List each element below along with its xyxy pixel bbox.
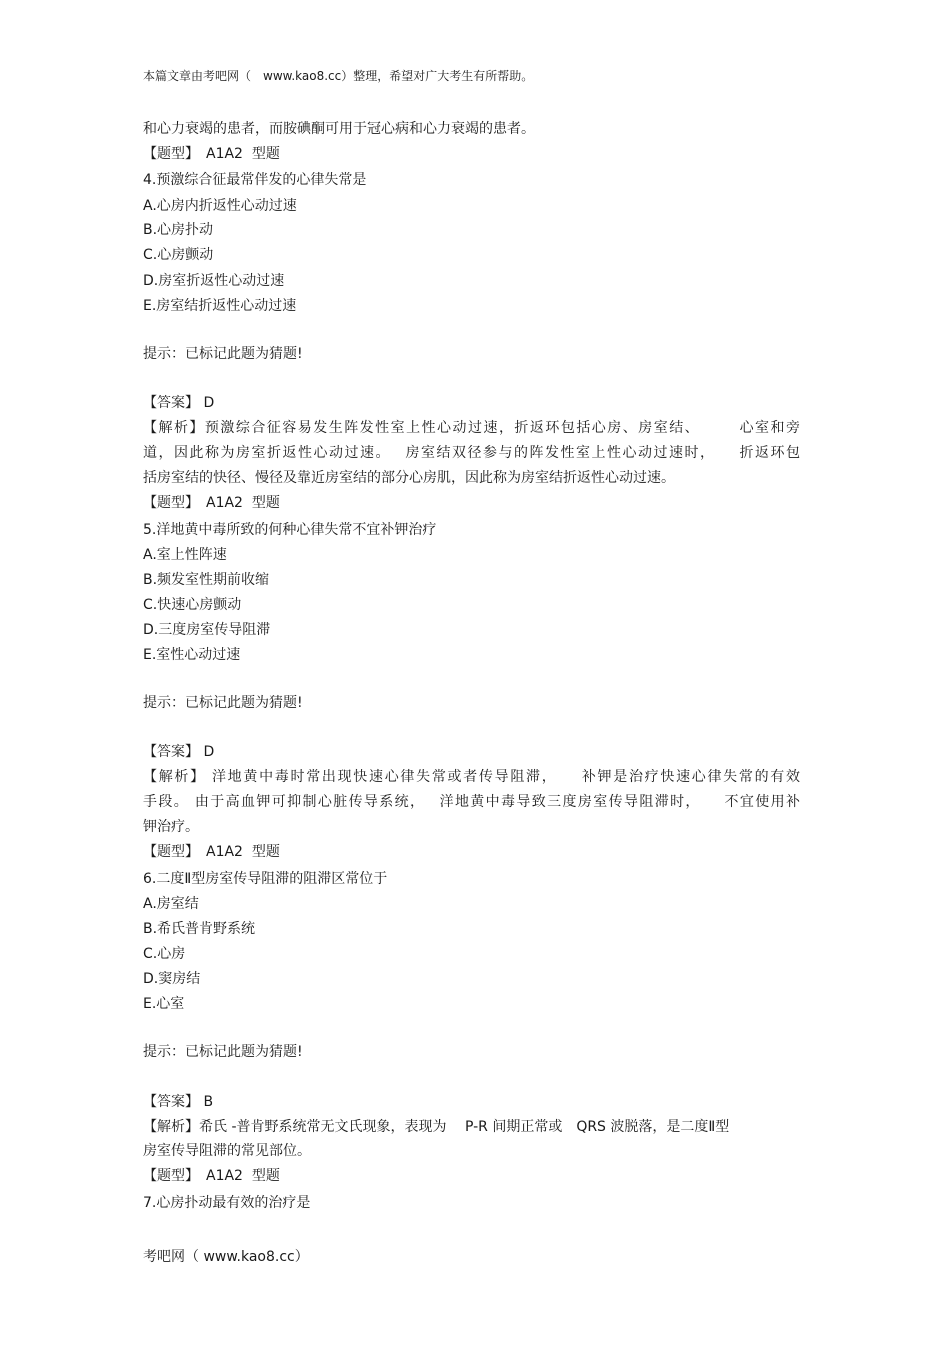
explanation-line: 房室传导阻滞的常见部位。 (143, 1143, 311, 1159)
answer-line: 【答案】 D (143, 744, 215, 760)
explanation-line: 道，因此称为房室折返性心动过速。 房室结双径参与的阵发性室上性心动过速时， 折返环包 (143, 445, 800, 461)
question-type: 【题型】 A1A2 型题 (143, 844, 280, 860)
question-type: 【题型】 A1A2 型题 (143, 495, 280, 511)
option-e: E.室性心动过速 (143, 647, 241, 663)
option-d: D.三度房室传导阻滞 (143, 622, 271, 638)
option-b: B.频发室性期前收缩 (143, 572, 270, 588)
option-d: D.房室折返性心动过速 (143, 273, 285, 289)
answer-line: 【答案】 B (143, 1094, 214, 1110)
answer-line: 【答案】 D (143, 395, 215, 411)
hint-text: 提示：已标记此题为猜题! (143, 1044, 303, 1060)
option-d: D.窦房结 (143, 971, 201, 987)
explanation-line: 钾治疗。 (143, 819, 199, 835)
explanation-line: 手段。 由于高血钾可抑制心脏传导系统， 洋地黄中毒导致三度房室传导阻滞时， 不宜使用补 (143, 794, 800, 810)
question-type: 【题型】 A1A2 型题 (143, 1168, 280, 1184)
explanation-line: 括房室结的快径、慢径及靠近房室结的部分心房肌，因此称为房室结折返性心动过速。 (143, 470, 675, 486)
explanation-line: 【解析】希氏 -普肯野系统常无文氏现象，表现为 P-R 间期正常或 QRS 波脱落，是二度Ⅱ型 (143, 1119, 730, 1135)
option-e: E.心室 (143, 996, 185, 1012)
option-a: A.房室结 (143, 896, 199, 912)
question-stem: 4.预激综合征最常伴发的心律失常是 (143, 172, 367, 188)
question-type: 【题型】 A1A2 型题 (143, 146, 280, 162)
option-a: A.室上性阵速 (143, 547, 227, 563)
page-header: 本篇文章由考吧网（ www.kao8.cc）整理，希望对广大考生有所帮助。 (143, 69, 534, 83)
option-b: B.希氏普肯野系统 (143, 921, 256, 937)
option-b: B.心房扑动 (143, 222, 214, 238)
option-a: A.心房内折返性心动过速 (143, 198, 297, 214)
explanation-line: 【解析】 洋地黄中毒时常出现快速心律失常或者传导阻滞， 补钾是治疗快速心律失常的有效 (143, 769, 800, 785)
option-c: C.心房 (143, 946, 186, 962)
question-stem: 7.心房扑动最有效的治疗是 (143, 1195, 311, 1211)
page-footer: 考吧网（ www.kao8.cc） (143, 1249, 309, 1265)
explanation-line: 【解析】预激综合征容易发生阵发性室上性心动过速，折返环包括心房、房室结、 心室和旁 (143, 420, 800, 436)
question-stem: 5.洋地黄中毒所致的何种心律失常不宜补钾治疗 (143, 522, 437, 538)
hint-text: 提示：已标记此题为猜题! (143, 346, 303, 362)
hint-text: 提示：已标记此题为猜题! (143, 695, 303, 711)
option-c: C.快速心房颤动 (143, 597, 242, 613)
option-e: E.房室结折返性心动过速 (143, 298, 297, 314)
question-stem: 6.二度Ⅱ型房室传导阻滞的阻滞区常位于 (143, 871, 388, 887)
text-line: 和心力衰竭的患者，而胺碘酮可用于冠心病和心力衰竭的患者。 (143, 121, 535, 137)
option-c: C.心房颤动 (143, 247, 214, 263)
